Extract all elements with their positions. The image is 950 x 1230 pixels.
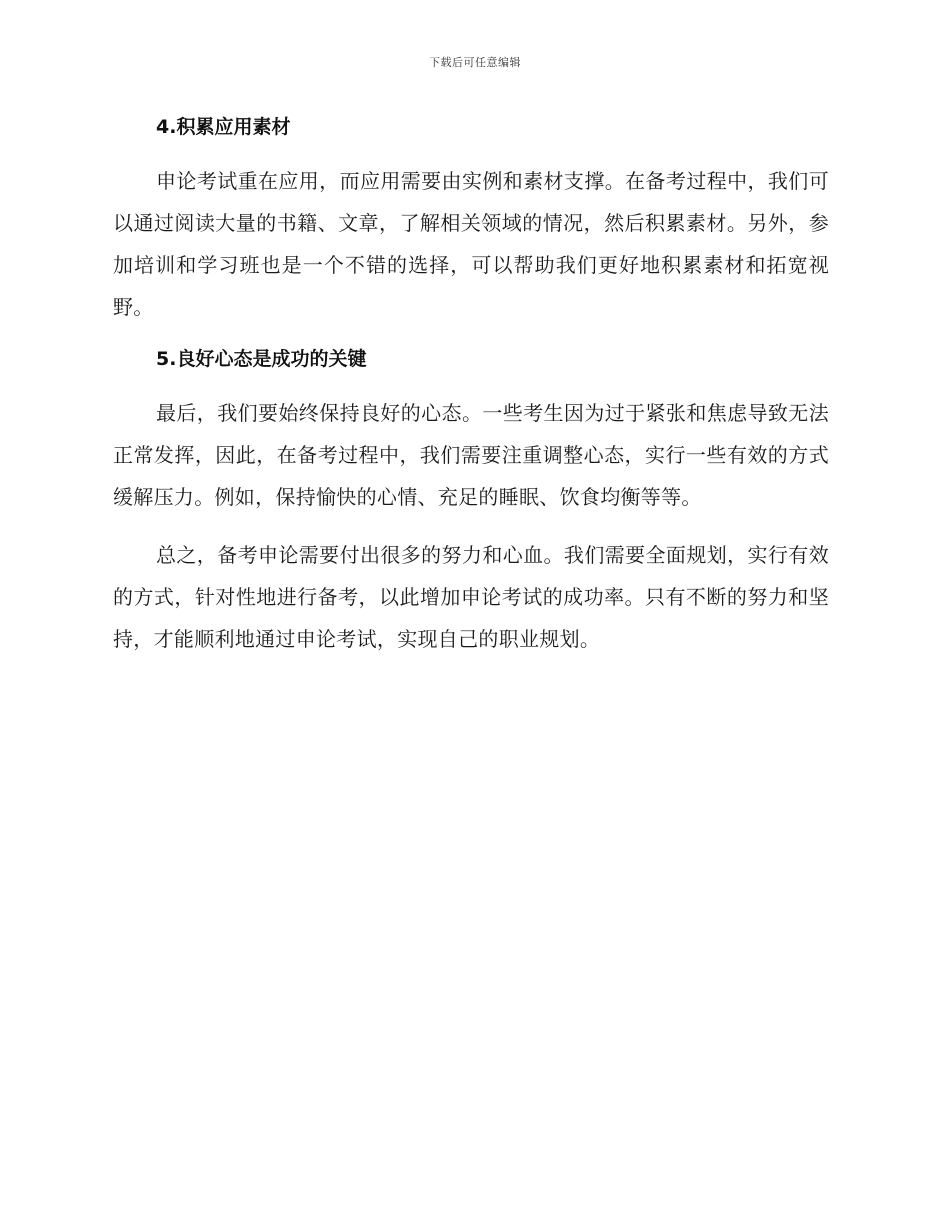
paragraph: 总之，备考申论需要付出很多的努力和心血。我们需要全面规划，实行有效的方式，针对性地进行备考，以此增加申论考试的成功率。只有不断的努力和坚持，才能顺利地通过申论考试，实现自己的职业规划。 xyxy=(113,543,829,651)
section-heading-4: 4.积累应用素材 xyxy=(156,116,291,138)
paragraph: 最后，我们要始终保持良好的心态。一些考生因为过于紧张和焦虑导致无法正常发挥，因此，在备考过程中，我们需要注重调整心态，实行一些有效的方式缓解压力。例如，保持愉快的心情、充足的睡眠、饮食均衡等等。 xyxy=(113,401,829,509)
section-heading-5: 5.良好心态是成功的关键 xyxy=(156,348,367,370)
document-body xyxy=(113,112,829,676)
paragraph: 申论考试重在应用，而应用需要由实例和素材支撑。在备考过程中，我们可以通过阅读大量的书籍、文章，了解相关领域的情况，然后积累素材。另外，参加培训和学习班也是一个不错的选择，可以帮助我们更好地积累素材和拓宽视野。 xyxy=(113,169,829,319)
page-header: 下载后可任意编辑 xyxy=(429,56,521,69)
